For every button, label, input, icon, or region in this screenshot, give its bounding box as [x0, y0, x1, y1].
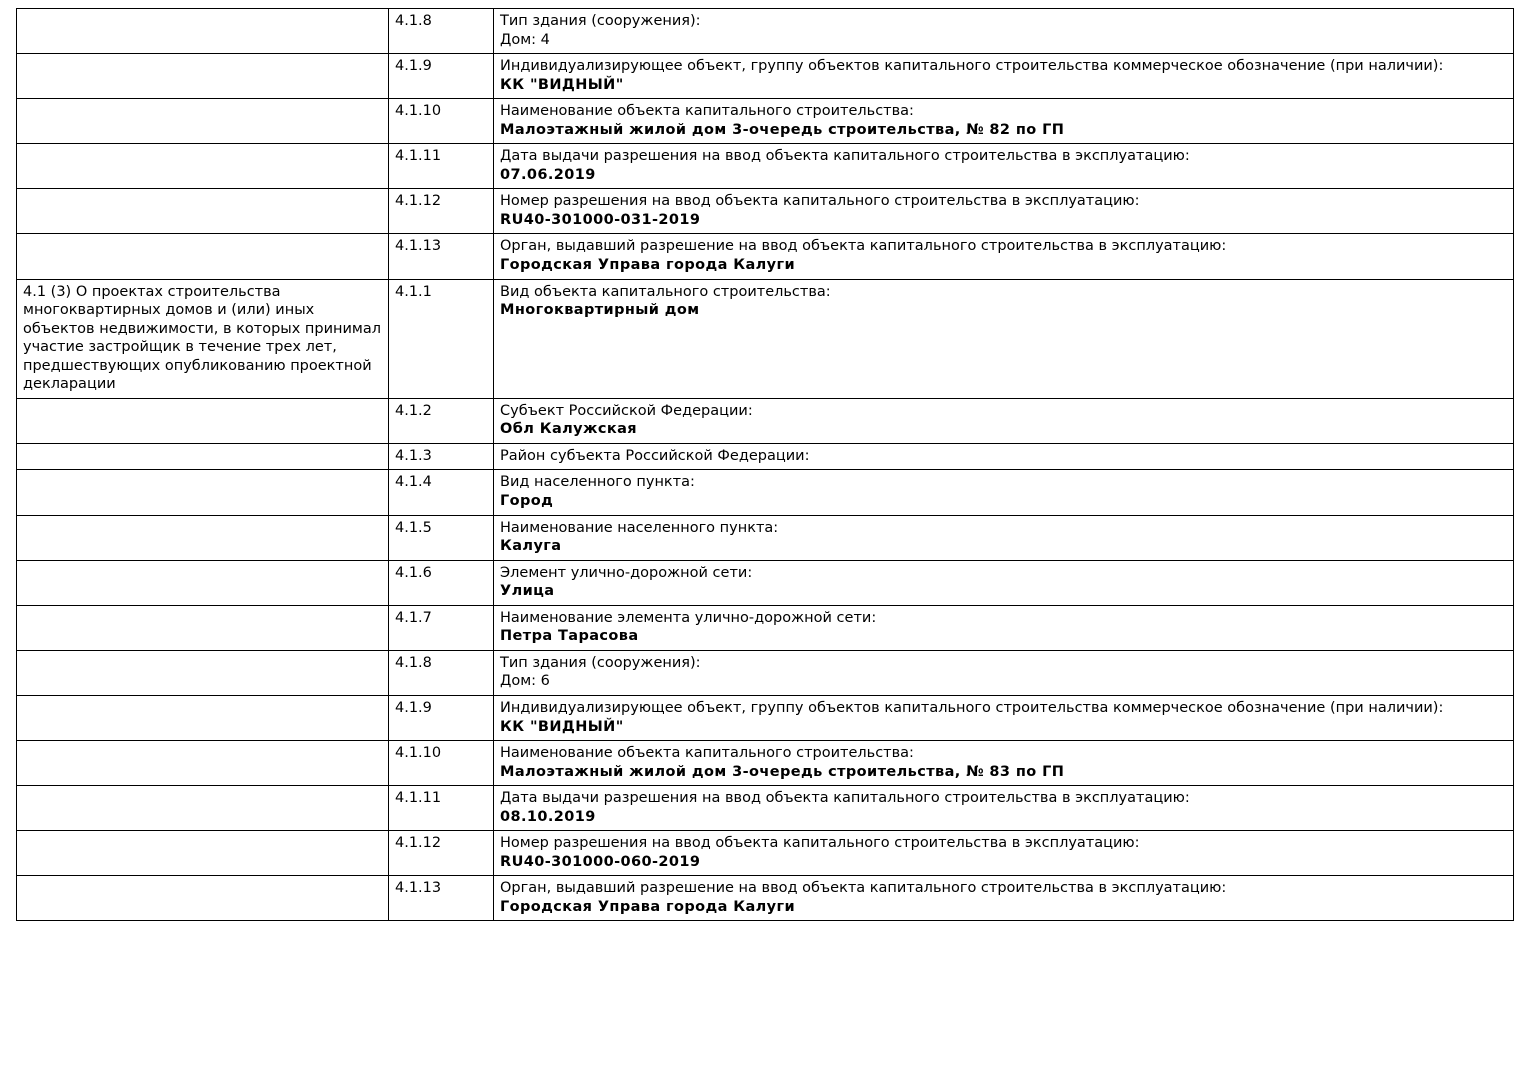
row-content-cell [494, 9, 1514, 54]
field-value: КК "ВИДНЫЙ" [500, 718, 624, 735]
table-row [17, 560, 1514, 605]
row-number-cell: 4.1.12 [389, 189, 494, 234]
table-row [17, 144, 1514, 189]
section-empty-cell [17, 443, 389, 470]
field-value: Обл Калужская [500, 421, 637, 438]
row-number-cell: 4.1.8 [389, 650, 494, 695]
table-row [17, 443, 1514, 470]
field-label: Номер разрешения на ввод объекта капитального строительства в эксплуатацию: [500, 835, 1140, 852]
section-empty-cell [17, 470, 389, 515]
row-number-cell: 4.1.9 [389, 54, 494, 99]
row-number-cell: 4.1.12 [389, 831, 494, 876]
table-row [17, 695, 1514, 740]
table-row [17, 876, 1514, 921]
field-value: RU40-301000-031-2019 [500, 211, 701, 228]
field-label: Тип здания (сооружения): [500, 654, 701, 671]
section-empty-cell [17, 876, 389, 921]
row-content-cell [494, 515, 1514, 560]
row-number-cell: 4.1.4 [389, 470, 494, 515]
field-value: Дом: 4 [500, 31, 550, 48]
row-number-cell: 4.1.11 [389, 786, 494, 831]
field-label: Наименование объекта капитального строительства: [500, 745, 914, 762]
row-content-cell [494, 189, 1514, 234]
field-label: Тип здания (сооружения): [500, 13, 701, 29]
table-row [17, 515, 1514, 560]
row-content-cell [494, 398, 1514, 443]
field-value: RU40-301000-060-2019 [500, 853, 701, 870]
field-label: Номер разрешения на ввод объекта капитального строительства в эксплуатацию: [500, 193, 1140, 210]
field-label: Индивидуализирующее объект, группу объектов капитального строительства коммерческое обозначение (при наличии): [500, 58, 1444, 75]
row-number-cell: 4.1.3 [389, 443, 494, 470]
row-number-cell: 4.1.9 [389, 695, 494, 740]
field-value: Калуга [500, 538, 562, 555]
row-content-cell [494, 99, 1514, 144]
section-empty-cell [17, 9, 389, 54]
row-content-cell [494, 54, 1514, 99]
section-empty-cell [17, 515, 389, 560]
row-number-cell: 4.1.13 [389, 234, 494, 279]
section-empty-cell [17, 650, 389, 695]
section-empty-cell [17, 560, 389, 605]
table-row [17, 470, 1514, 515]
row-content-cell [494, 560, 1514, 605]
section-empty-cell [17, 189, 389, 234]
section-empty-cell [17, 54, 389, 99]
row-content-cell [494, 144, 1514, 189]
table-row [17, 279, 1514, 398]
field-value: КК "ВИДНЫЙ" [500, 76, 624, 93]
row-number-cell: 4.1.2 [389, 398, 494, 443]
field-value: Петра Тарасова [500, 628, 639, 645]
project-declaration-table [16, 8, 1514, 921]
section-empty-cell [17, 605, 389, 650]
table-row [17, 831, 1514, 876]
field-label: Элемент улично-дорожной сети: [500, 564, 753, 581]
field-value: Малоэтажный жилой дом 3-очередь строительства, № 82 по ГП [500, 121, 1065, 138]
row-number-cell: 4.1.7 [389, 605, 494, 650]
field-value: Малоэтажный жилой дом 3-очередь строительства, № 83 по ГП [500, 763, 1065, 780]
table-row [17, 398, 1514, 443]
field-value: Городская Управа города Калуги [500, 257, 796, 274]
table-row [17, 9, 1514, 54]
section-empty-cell [17, 234, 389, 279]
field-label: Субъект Российской Федерации: [500, 402, 753, 419]
table-row [17, 234, 1514, 279]
row-number-cell: 4.1.10 [389, 99, 494, 144]
row-content-cell [494, 470, 1514, 515]
table-row [17, 741, 1514, 786]
field-label: Наименование объекта капитального строительства: [500, 103, 914, 120]
section-empty-cell [17, 144, 389, 189]
section-empty-cell [17, 831, 389, 876]
field-label: Вид населенного пункта: [500, 474, 695, 491]
table-row [17, 54, 1514, 99]
section-empty-cell [17, 695, 389, 740]
row-content-cell [494, 741, 1514, 786]
section-empty-cell [17, 786, 389, 831]
field-label: Дата выдачи разрешения на ввод объекта капитального строительства в эксплуатацию: [500, 148, 1190, 165]
row-number-cell: 4.1.11 [389, 144, 494, 189]
field-value: Многоквартирный дом [500, 302, 700, 319]
table-row [17, 99, 1514, 144]
field-label: Дата выдачи разрешения на ввод объекта капитального строительства в эксплуатацию: [500, 790, 1190, 807]
table-row [17, 605, 1514, 650]
section-title-cell: 4.1 (3) О проектах строительства многоквартирных домов и (или) иных объектов недвижимости, в которых принимал участие застройщик в течение трех лет, предшествующих опубликованию проектной декларации [17, 279, 389, 398]
table-row [17, 786, 1514, 831]
field-label: Орган, выдавший разрешение на ввод объекта капитального строительства в эксплуатацию: [500, 238, 1227, 255]
field-value: Городская Управа города Калуги [500, 898, 796, 915]
row-content-cell [494, 650, 1514, 695]
field-value: 08.10.2019 [500, 808, 596, 825]
row-content-cell [494, 279, 1514, 398]
field-value: Дом: 6 [500, 673, 550, 690]
row-content-cell [494, 605, 1514, 650]
table-row [17, 189, 1514, 234]
field-value: Улица [500, 583, 555, 600]
section-empty-cell [17, 741, 389, 786]
row-number-cell: 4.1.8 [389, 9, 494, 54]
field-label: Наименование населенного пункта: [500, 519, 779, 536]
table-row [17, 650, 1514, 695]
row-number-cell: 4.1.5 [389, 515, 494, 560]
row-number-cell: 4.1.10 [389, 741, 494, 786]
field-value: Город [500, 493, 554, 510]
row-content-cell [494, 876, 1514, 921]
row-number-cell: 4.1.13 [389, 876, 494, 921]
field-label: Вид объекта капитального строительства: [500, 283, 831, 300]
row-content-cell [494, 786, 1514, 831]
field-value: 07.06.2019 [500, 166, 596, 183]
table-body [17, 9, 1514, 921]
field-label: Наименование элемента улично-дорожной сети: [500, 609, 877, 626]
row-content-cell [494, 831, 1514, 876]
row-content-cell [494, 234, 1514, 279]
row-number-cell: 4.1.1 [389, 279, 494, 398]
field-label: Орган, выдавший разрешение на ввод объекта капитального строительства в эксплуатацию: [500, 880, 1227, 897]
field-label: Индивидуализирующее объект, группу объектов капитального строительства коммерческое обозначение (при наличии): [500, 699, 1444, 716]
row-content-cell [494, 443, 1514, 470]
row-number-cell: 4.1.6 [389, 560, 494, 605]
section-empty-cell [17, 99, 389, 144]
field-label: Район субъекта Российской Федерации: [500, 447, 810, 464]
section-empty-cell [17, 398, 389, 443]
row-content-cell [494, 695, 1514, 740]
